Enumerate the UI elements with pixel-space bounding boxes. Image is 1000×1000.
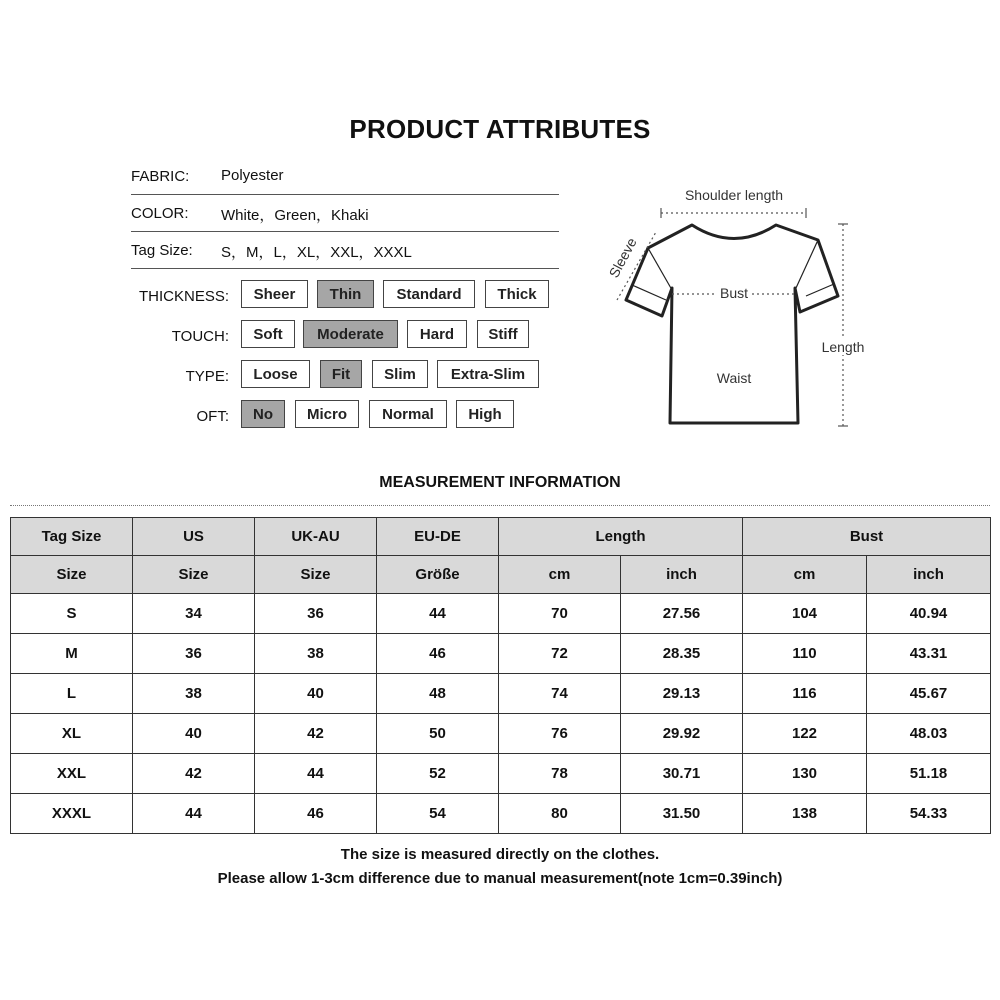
header-us: US: [133, 518, 255, 556]
table-row: [11, 714, 991, 754]
table-cell: 72: [499, 634, 621, 674]
table-cell: S: [11, 594, 133, 634]
oft-option-no[interactable]: No: [241, 400, 285, 428]
header-uk-au: UK-AU: [255, 518, 377, 556]
tshirt-diagram: [590, 170, 890, 440]
note-difference: Please allow 1-3cm difference due to manual measurement(note 1cm=0.39inch): [217, 870, 783, 887]
type-option-slim[interactable]: Slim: [372, 360, 428, 388]
table-cell: 78: [499, 754, 621, 794]
table-cell: 50: [377, 714, 499, 754]
subheader-cell: inch: [621, 556, 743, 594]
table-cell: 116: [743, 674, 867, 714]
touch-option-moderate[interactable]: Moderate: [303, 320, 398, 348]
table-cell: 30.71: [621, 754, 743, 794]
table-cell: 80: [499, 794, 621, 834]
table-cell: 104: [743, 594, 867, 634]
table-cell: 110: [743, 634, 867, 674]
table-cell: 40.94: [867, 594, 991, 634]
thickness-option-thick[interactable]: Thick: [485, 280, 549, 308]
table-row: [11, 794, 991, 834]
length-label: Length: [821, 339, 865, 355]
type-option-fit[interactable]: Fit: [320, 360, 362, 388]
touch-label: TOUCH:: [171, 328, 229, 345]
table-row: [11, 674, 991, 714]
thickness-option-standard[interactable]: Standard: [383, 280, 475, 308]
tag-size-value: S，M，L，XL，XXL，XXXL: [221, 244, 412, 261]
color-value: White，Green，Khaki: [221, 207, 369, 224]
divider: [131, 194, 559, 195]
divider: [131, 268, 559, 269]
header-tag-size: Tag Size: [11, 518, 133, 556]
table-cell: 48: [377, 674, 499, 714]
touch-option-stiff[interactable]: Stiff: [477, 320, 529, 348]
table-cell: 130: [743, 754, 867, 794]
oft-label: OFT:: [196, 408, 229, 425]
subheader-cell: Size: [11, 556, 133, 594]
table-cell: 46: [255, 794, 377, 834]
oft-option-high[interactable]: High: [456, 400, 514, 428]
table-cell: XXXL: [11, 794, 133, 834]
table-cell: 45.67: [867, 674, 991, 714]
table-cell: 40: [133, 714, 255, 754]
table-cell: 38: [133, 674, 255, 714]
table-cell: 138: [743, 794, 867, 834]
table-cell: 34: [133, 594, 255, 634]
note-measured: The size is measured directly on the clothes.: [340, 846, 660, 863]
table-cell: 48.03: [867, 714, 991, 754]
table-cell: M: [11, 634, 133, 674]
fabric-label: FABRIC:: [131, 168, 190, 185]
shoulder-length-label: Shoulder length: [684, 187, 784, 203]
table-cell: 122: [743, 714, 867, 754]
type-option-loose[interactable]: Loose: [241, 360, 310, 388]
table-cell: 54: [377, 794, 499, 834]
table-cell: 28.35: [621, 634, 743, 674]
type-label: TYPE:: [185, 368, 229, 385]
table-cell: 44: [255, 754, 377, 794]
sleeve-label: Sleeve: [605, 234, 640, 281]
divider: [131, 231, 559, 232]
dotted-divider: [10, 505, 990, 506]
table-cell: XL: [11, 714, 133, 754]
page-title: PRODUCT ATTRIBUTES: [349, 114, 651, 144]
table-cell: XXL: [11, 754, 133, 794]
table-row: [11, 594, 991, 634]
thickness-option-thin[interactable]: Thin: [317, 280, 374, 308]
subheader-cell: cm: [499, 556, 621, 594]
type-option-extra-slim[interactable]: Extra-Slim: [437, 360, 539, 388]
table-cell: 36: [255, 594, 377, 634]
table-cell: 44: [133, 794, 255, 834]
header-length: Length: [499, 518, 743, 556]
table-cell: 29.92: [621, 714, 743, 754]
table-cell: 38: [255, 634, 377, 674]
color-label: COLOR:: [131, 205, 189, 222]
subheader-cell: inch: [867, 556, 991, 594]
table-row: [11, 634, 991, 674]
table-cell: 52: [377, 754, 499, 794]
oft-option-normal[interactable]: Normal: [369, 400, 447, 428]
table-cell: 76: [499, 714, 621, 754]
table-cell: L: [11, 674, 133, 714]
header-bust: Bust: [743, 518, 991, 556]
size-table: [10, 517, 991, 834]
subheader-cell: Size: [133, 556, 255, 594]
table-subheader-row: [11, 556, 991, 594]
bust-label: Bust: [719, 285, 749, 301]
table-row: [11, 754, 991, 794]
touch-option-soft[interactable]: Soft: [241, 320, 295, 348]
table-cell: 29.13: [621, 674, 743, 714]
thickness-label: THICKNESS:: [138, 288, 229, 305]
table-header-row: [11, 518, 991, 556]
fabric-value: Polyester: [221, 167, 284, 184]
table-cell: 44: [377, 594, 499, 634]
header-eu-de: EU-DE: [377, 518, 499, 556]
table-cell: 31.50: [621, 794, 743, 834]
measurement-title: MEASUREMENT INFORMATION: [379, 474, 621, 491]
table-cell: 54.33: [867, 794, 991, 834]
waist-label: Waist: [716, 370, 752, 386]
table-cell: 42: [255, 714, 377, 754]
table-cell: 42: [133, 754, 255, 794]
table-cell: 51.18: [867, 754, 991, 794]
subheader-cell: Größe: [377, 556, 499, 594]
tshirt-outline-icon: [626, 225, 838, 423]
table-cell: 40: [255, 674, 377, 714]
table-cell: 74: [499, 674, 621, 714]
touch-option-hard[interactable]: Hard: [407, 320, 467, 348]
tag-size-label: Tag Size:: [131, 242, 193, 259]
table-cell: 36: [133, 634, 255, 674]
table-cell: 43.31: [867, 634, 991, 674]
table-cell: 46: [377, 634, 499, 674]
table-cell: 70: [499, 594, 621, 634]
thickness-option-sheer[interactable]: Sheer: [241, 280, 308, 308]
subheader-cell: Size: [255, 556, 377, 594]
table-cell: 27.56: [621, 594, 743, 634]
oft-option-micro[interactable]: Micro: [295, 400, 359, 428]
subheader-cell: cm: [743, 556, 867, 594]
